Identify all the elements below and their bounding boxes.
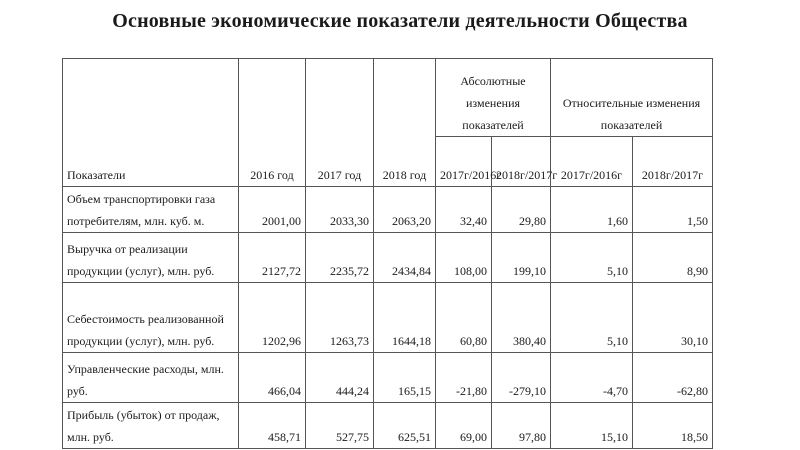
cell-rel-2017: 5,10 [551, 233, 633, 283]
indicators-table [62, 58, 713, 449]
page-title: Основные экономические показатели деятельности Общества [112, 10, 688, 32]
cell-2017: 527,75 [306, 403, 374, 449]
cell-rel-2018: 18,50 [633, 403, 713, 449]
cell-abs-2017: 60,80 [436, 283, 492, 353]
cell-2017: 2235,72 [306, 233, 374, 283]
cell-abs-2017: 32,40 [436, 187, 492, 233]
table-row [63, 403, 713, 449]
cell-2018: 2434,84 [374, 233, 436, 283]
cell-abs-2017: 108,00 [436, 233, 492, 283]
cell-abs-2017: 69,00 [436, 403, 492, 449]
cell-2016: 1202,96 [239, 283, 306, 353]
header-year-2017: 2017 год [306, 59, 374, 187]
header-year-2016: 2016 год [239, 59, 306, 187]
row-label: Прибыль (убыток) от продаж, млн. руб. [63, 403, 239, 449]
cell-2016: 2127,72 [239, 233, 306, 283]
cell-rel-2017: 1,60 [551, 187, 633, 233]
cell-2017: 2033,30 [306, 187, 374, 233]
cell-2017: 1263,73 [306, 283, 374, 353]
row-label: Объем транспортировки газа потребителям, млн. куб. м. [63, 187, 239, 233]
table-row [63, 233, 713, 283]
cell-rel-2017: 5,10 [551, 283, 633, 353]
table-row [63, 283, 713, 353]
cell-abs-2018: 380,40 [492, 283, 551, 353]
row-label: Управленческие расходы, млн. руб. [63, 353, 239, 403]
header-absolute-changes: Абсолютные изменения показателей [436, 59, 551, 137]
header-indicator: Показатели [63, 59, 239, 187]
cell-abs-2018: 97,80 [492, 403, 551, 449]
header-row [63, 59, 713, 137]
cell-rel-2018: 1,50 [633, 187, 713, 233]
cell-rel-2017: 15,10 [551, 403, 633, 449]
subheader-abs-2017-2016: 2017г/2016г [436, 137, 492, 187]
table-row [63, 187, 713, 233]
cell-2016: 458,71 [239, 403, 306, 449]
cell-abs-2018: 29,80 [492, 187, 551, 233]
cell-2018: 2063,20 [374, 187, 436, 233]
header-relative-changes: Относительные изменения показателей [551, 59, 713, 137]
row-label: Выручка от реализации продукции (услуг), млн. руб. [63, 233, 239, 283]
row-label: Себестоимость реализованной продукции (услуг), млн. руб. [63, 283, 239, 353]
subheader-abs-2018-2017: 2018г/2017г [492, 137, 551, 187]
cell-abs-2018: 199,10 [492, 233, 551, 283]
header-year-2018: 2018 год [374, 59, 436, 187]
cell-abs-2018: -279,10 [492, 353, 551, 403]
cell-2016: 466,04 [239, 353, 306, 403]
cell-rel-2018: -62,80 [633, 353, 713, 403]
cell-2018: 165,15 [374, 353, 436, 403]
cell-2018: 1644,18 [374, 283, 436, 353]
cell-rel-2018: 8,90 [633, 233, 713, 283]
cell-2018: 625,51 [374, 403, 436, 449]
cell-rel-2017: -4,70 [551, 353, 633, 403]
cell-2016: 2001,00 [239, 187, 306, 233]
cell-abs-2017: -21,80 [436, 353, 492, 403]
subheader-rel-2018-2017: 2018г/2017г [633, 137, 713, 187]
cell-rel-2018: 30,10 [633, 283, 713, 353]
subheader-rel-2017-2016: 2017г/2016г [551, 137, 633, 187]
cell-2017: 444,24 [306, 353, 374, 403]
table-row [63, 353, 713, 403]
